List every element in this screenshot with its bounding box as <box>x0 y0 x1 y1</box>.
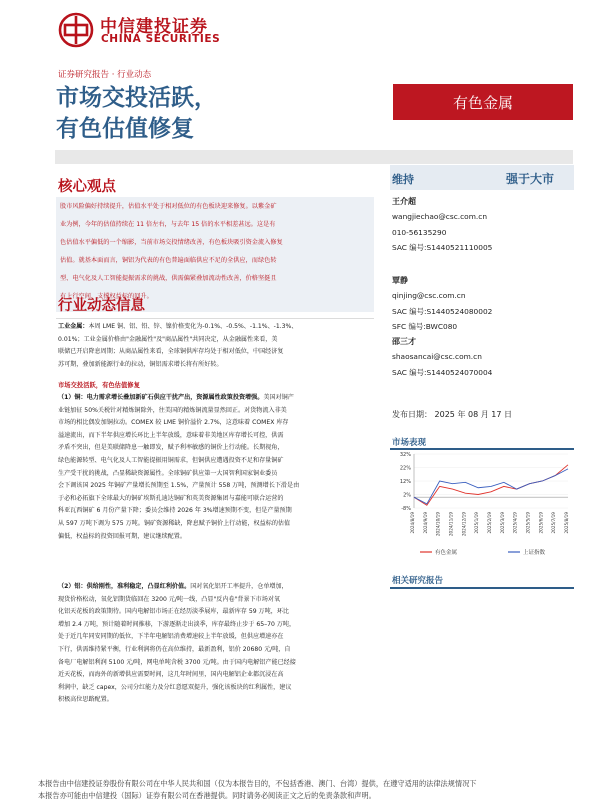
copper-paragraph <box>58 392 376 543</box>
x-tick-label: 2024/8/19 <box>410 512 415 534</box>
paragraph-line: 市场的相比偶发加铜拉动。COMEX 较 LME 铜价溢价 2.7%，这意味着 COMEX 库存 <box>58 419 289 427</box>
paragraph-line: 矛盾不突出，但是美联储降息一触即发，赋予利率敏感的铜价上行动能。长期视角， <box>58 444 284 452</box>
industrial-metals-paragraph <box>58 321 376 371</box>
y-tick-label: 12% <box>399 479 411 485</box>
y-tick-label: 22% <box>399 465 411 472</box>
market-chart-heading: 市场表现 <box>392 438 427 448</box>
analyst-email[interactable]: qinjing@csc.com.cn <box>392 291 466 301</box>
overview-label: 工业金属： <box>58 323 89 330</box>
legend-label: 有色金属 <box>435 550 458 556</box>
market-performance-chart <box>390 450 574 560</box>
report-title-line1: 市场交投活跃， <box>56 85 217 111</box>
copper-label: （1）铜：电力需求增长叠加新矿石供应干扰产出，资源属性政策投资增强。 <box>58 394 264 401</box>
rating-value: 强于大市 <box>506 172 555 186</box>
paragraph-line: 国对氧化铝开工率提升，仓单增加， <box>190 583 288 590</box>
aluminum-paragraph <box>58 581 376 707</box>
x-tick-label: 2024/9/19 <box>422 512 428 534</box>
rating-label: 维持 <box>392 173 414 186</box>
paragraph-line: 偏低，权益标的投资回报可期，建议继续配置。 <box>58 532 186 540</box>
x-tick-label: 2025/7/19 <box>551 512 557 534</box>
company-logo <box>58 12 96 48</box>
logo-text-en: CHINA SECURITIES <box>101 33 221 45</box>
analyst-block <box>392 194 572 256</box>
analyst-cert: SAC 编号:S1440524070004 <box>392 367 493 377</box>
aluminum-label: （2）铝：供给刚性，准利稳定，凸显红利价值。 <box>58 583 191 590</box>
analyst-email[interactable]: wangjiechao@csc.com.cn <box>392 212 487 222</box>
keypoint-line: 色估值水平偏低的一个缩影，当前市场交投情绪改善，有色板块吸引资金流入修复 <box>60 239 283 246</box>
x-tick-label: 2024/12/19 <box>461 512 467 537</box>
keypoint-line: 有上行空间，支撑权益标的回升。 <box>60 293 153 300</box>
y-tick-label: 32% <box>399 452 411 458</box>
paragraph-line: 绿色能源转型、电气化及人工智能提振用铜需求，但铜供应遭遇投资不足和存量铜矿 <box>58 456 284 464</box>
market-subhead: 市场交投活跃，有色估值修复 <box>58 382 140 389</box>
related-rule <box>390 587 574 589</box>
paragraph-line: 下行，供需维持紧平衡，行业利润将仍在高位维持，最新盈利，铝价 20680 元/吨，自 <box>58 645 291 653</box>
x-tick-label: 2025/2/19 <box>487 512 492 534</box>
legend-label: 上证指数 <box>523 550 546 556</box>
keypoint-line: 业为例，今年的估值持续在 11 倍左右，与去年 15 倍的水平相差甚远。这是有 <box>60 221 276 228</box>
paragraph-line: 增加 2.4 万吨，预计随着时间推移，下游逐渐走出淡季，库存最终止步于 65–70 万吨， <box>58 620 296 628</box>
x-tick-label: 2025/6/19 <box>538 512 544 534</box>
industry-heading: 行业动态信息 <box>58 298 145 314</box>
x-tick-label: 2025/5/19 <box>525 512 531 534</box>
paragraph-line: 于必和必拓旗下全球最大的铜矿埃斯孔迪达铜矿和英美资源集团与嘉能可联合运营的 <box>58 494 284 502</box>
series-line-index <box>414 469 568 504</box>
analyst-cert: SFC 编号:BWC080 <box>392 322 458 332</box>
y-tick-label: 2% <box>403 492 411 499</box>
x-tick-label: 2025/3/19 <box>499 512 505 534</box>
paragraph-line: 生产受干扰的挑战，凸显稀缺资源属性。全球铜矿供应第一大国智利国家铜业委员 <box>58 469 278 477</box>
paragraph-line: 联储已开启降息周期；从商品属性来看，全球铜供库存均处于相对低位，中国经济复 <box>58 348 284 356</box>
paragraph-line: 积极高位思路配置。 <box>58 696 113 704</box>
paragraph-line: 备电厂电解铝利润 5100 元/吨，网电单吨含税 3700 元/吨。由于国内电解铝产能已经接 <box>58 658 296 666</box>
disclaimer-line: 本报告亦可能由中信建投（国际）证券有限公司在香港提供。同时请务必阅读正文之后的免责条款和声明。 <box>38 791 376 800</box>
publish-date: 发布日期： 2025 年 08 月 17 日 <box>392 410 512 419</box>
paragraph-line: 本周 LME 铜、铝、铅、锌、镍价格变化为-0.1%、-0.5%、-1.1%、-1.3%、 <box>88 323 298 330</box>
paragraph-line: 会下调该国 2025 年铜矿产量增长预期至 1.5%，产量预计 558 万吨，预测增长下滑是由 <box>58 482 300 490</box>
logo-text-cn: 中信建投证券 <box>100 17 208 37</box>
keypoints-heading: 核心观点 <box>58 179 116 195</box>
paragraph-line: 科亚瓦西铜矿 6 月份产量下降；委员会维持 2026 年 3%增速预期不变，但是产量预期 <box>58 507 292 515</box>
section-rule <box>56 318 374 319</box>
x-tick-label: 2024/10/19 <box>435 512 441 537</box>
report-title-line2: 有色估值修复 <box>56 116 194 142</box>
related-reports-heading: 相关研究报告 <box>392 576 444 586</box>
paragraph-line: 美国对铜产 <box>263 394 294 401</box>
breadcrumb: 证券研究报告 · 行业动态 <box>58 70 152 80</box>
paragraph-line: 现货价格松动，氧化铝期货临回在 3200 元/吨一线，凸显"反内卷"背景下市场对氧 <box>58 595 281 603</box>
x-tick-label: 2025/4/19 <box>512 512 518 534</box>
paragraph-line: 苏可期，叠加新能源行业的拉动，铜铝需求增长将有所好转。 <box>58 360 223 368</box>
x-tick-label: 2025/8/19 <box>564 512 569 534</box>
paragraph-line: 化铝天花板的政策期待。国内电解铝市场正在经历淡季展库，最新库存 59 万吨，环比 <box>58 608 290 616</box>
paragraph-line: 从 597 万吨下调为 575 万吨。铜矿资源稀缺，降息赋予铜价上行动能，权益标的估值 <box>58 519 291 527</box>
paragraph-line: 业链加征 50%关税针对精炼铜除外，往美国的精炼铜流量显然回正。对货物流入非美 <box>58 406 287 414</box>
analyst-name: 王介超 <box>392 197 416 206</box>
analyst-cert: SAC 编号:S1440524080002 <box>392 306 493 316</box>
analyst-email[interactable]: shaosancai@csc.com.cn <box>392 352 482 362</box>
paragraph-line: 处于近几年同安同期的低位，下半年电解铝消费增速较上半年放缓，但供应增速亦在 <box>58 633 284 641</box>
paragraph-line: 溢速流出，而下半年供应增长环比上半年放缓，意味着非美地区库存增长可控，供需 <box>58 431 284 439</box>
analyst-name: 邵三才 <box>392 337 416 346</box>
y-tick-label: -8% <box>401 506 411 512</box>
analyst-phone: 010-56135290 <box>392 227 447 237</box>
paragraph-line: 利润中，缺乏 capex，公司分红能力及分红意愿双提升，强化该板块的红利属性，建议 <box>58 683 292 691</box>
analyst-name: 覃静 <box>392 276 408 285</box>
keypoint-line: 型、电气化及人工智能提振需求的挑战，供需偏紧叠加流动性改善，价格坚挺且 <box>60 275 277 282</box>
keypoint-line: 估值。就基本面而言，铜铝为代表的有色普遍面临供应不足的全供应，而绿色转 <box>60 257 277 264</box>
paragraph-line: 0.01%；工业金属价格由"金融属性"及"商品属性"共同决定，从金融属性来看，美 <box>58 335 278 343</box>
sector-banner: 有色金属 <box>393 84 573 120</box>
analyst-block <box>392 273 572 335</box>
keypoint-line: 股市风险偏好持续提升，估值水平处于相对低位的有色板块迎来修复。以紫金矿 <box>60 203 277 210</box>
disclaimer-line: 本报告由中信建投证券股份有限公司在中华人民共和国（仅为本报告目的，不包括香港、澳门、台湾）提供，在遵守适用的法律法规情况下 <box>38 779 477 788</box>
paragraph-line: 近天花板，而海外的新增供应需要时间，这几年时间里，国内电解铝企业都沉浸在高 <box>58 671 284 679</box>
analyst-block <box>392 334 572 380</box>
divider-bar <box>55 150 573 164</box>
x-tick-label: 2024/11/19 <box>448 512 454 537</box>
x-tick-label: 2025/1/19 <box>474 512 480 534</box>
analyst-cert: SAC 编号:S1440521110005 <box>392 243 493 253</box>
